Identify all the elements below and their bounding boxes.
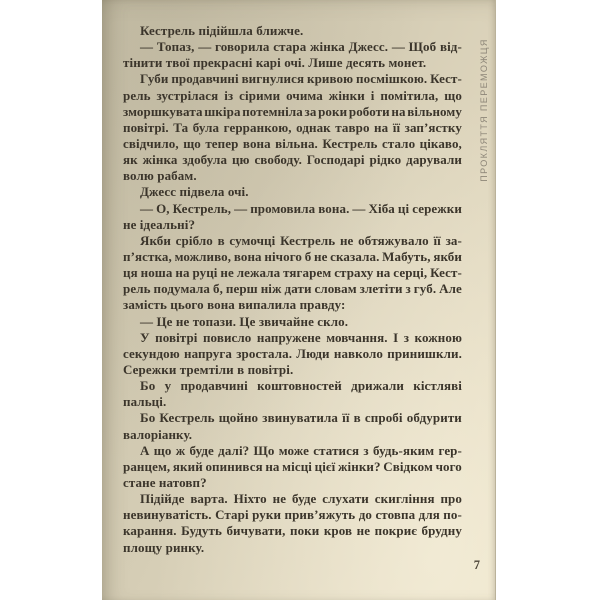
text-line: ранцем, який опинився на місці цієї жінки? Свідком чого (123, 458, 462, 474)
text-line: Джесс підвела очі. (140, 184, 249, 200)
book-page (102, 0, 496, 600)
text-line: площу ринку. (123, 539, 205, 555)
text-line: Бо у продавчині коштовностей дрижали кістляві (140, 378, 462, 394)
text-line: не ідеальні? (123, 216, 196, 232)
text-line: п’ястка, можливо, вона нічого б не сказала. Мабуть, якби (123, 248, 462, 264)
text-line: — О, Кестрель, — промовила вона. — Хіба ці сережки (140, 200, 462, 216)
text-line: секундою напруга зростала. Люди навколо принишкли. (123, 345, 462, 361)
text-line: тінити твої прекрасні карі очі. Лише десять монет. (123, 55, 427, 71)
text-line: свідчило, що тепер вона вільна. Кестрель стало цікаво, (123, 135, 462, 151)
text-line: Сережки тремтіли в повітрі. (123, 361, 294, 377)
text-line: зморшкувата шкіра потемніла за роки роботи на вільному (123, 103, 462, 119)
text-line: У повітрі повисло напружене мовчання. І з кожною (140, 329, 462, 345)
text-line: валоріанку. (123, 426, 193, 442)
text-line: волю рабам. (123, 168, 197, 184)
text-line: рель зустрілася із сірими очима жінки і помітила, що (123, 87, 462, 103)
text-line: рель подумала б, перш ніж дати словам злетіти з губ. Але (123, 281, 462, 297)
text-line: замість цього вона випалила правду: (123, 297, 346, 313)
text-line: Підійде варта. Ніхто не буде слухати скигління про (140, 491, 462, 507)
body-text (123, 23, 462, 556)
text-line: карання. Будуть бичувати, поки кров не покриє брудну (123, 523, 462, 539)
text-line: пальці. (123, 394, 167, 410)
text-line: як жінка здобула цю свободу. Господарі рідко дарували (123, 152, 462, 168)
text-line: ця ноша на руці не лежала тягарем страху на серці, Кест- (123, 265, 462, 281)
page-number: 7 (473, 558, 480, 572)
text-line: Кестрель підійшла ближче. (140, 23, 304, 38)
text-line: невинуватість. Старі руки прив’яжуть до стовпа для по- (123, 507, 462, 523)
text-line: Бо Кестрель щойно звинуватила її в спробі обдурити (140, 410, 462, 426)
text-line: — Це не топази. Це звичайне скло. (140, 313, 349, 329)
text-line: Якби срібло в сумочці Кестрель не обтяжувало її за- (140, 232, 462, 248)
text-line: стане натовп? (123, 474, 207, 490)
running-title: ПРОКЛЯТТЯ ПЕРЕМОЖЦЯ (479, 38, 489, 182)
text-line: Губи продавчині вигнулися кривою посмішкою. Кест- (140, 71, 462, 87)
text-line: — Топаз, — говорила стара жінка Джесс. — Щоб від- (140, 39, 462, 55)
text-line: А що ж буде далі? Що може статися з будь-яким гер- (140, 442, 462, 458)
text-line: повітрі. Та була герранкою, однак тавро на її зап’ястку (123, 119, 462, 135)
